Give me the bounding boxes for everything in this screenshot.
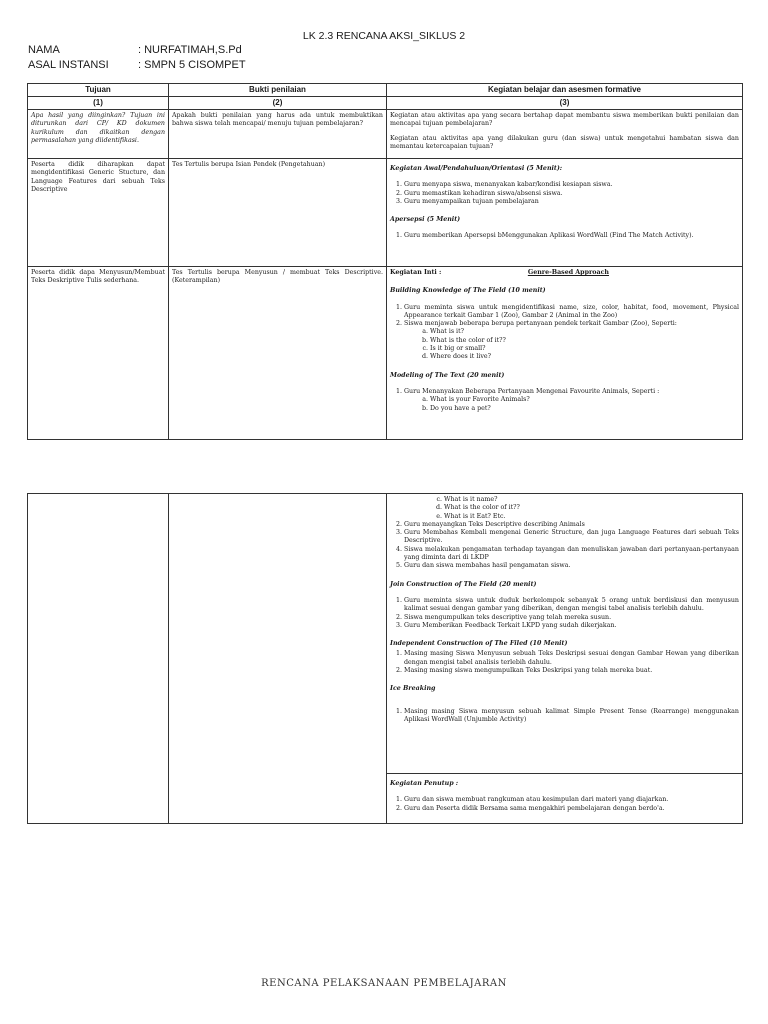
list-item: 1. Masing masing Siswa menyusun sebuah kalimat Simple Present Tense (Rearrange) menggunakan Aplikasi WordWall (Unjumble Activity)	[404, 708, 739, 725]
action-plan-table-continued	[27, 493, 743, 824]
footer-title: RENCANA PELAKSANAAN PEMBELAJARAN	[261, 978, 507, 989]
sub-list	[404, 396, 739, 413]
list-item: 3. Guru Memberikan Feedback Terkait LKPD yang sudah dikerjakan.	[404, 622, 739, 630]
inti-header	[390, 269, 739, 277]
bukti-cell: Tes Tertulis berupa Menyusun / membuat Teks Descriptive. (Keterampilan)	[169, 267, 387, 440]
action-plan-table	[27, 83, 743, 440]
section-title: Modeling of The Text (20 menit)	[390, 371, 505, 379]
document-title: LK 2.3 RENCANA AKSI_SIKLUS 2	[302, 30, 466, 42]
sub-list-item: a. What is it?	[430, 328, 739, 336]
info-row-nama	[28, 44, 242, 56]
list-item: 2. Masing masing siswa mengumpulkan Teks Deskripsi yang telah mereka buat.	[404, 667, 739, 675]
list-item: 3. Guru menyampaikan tujuan pembelajaran	[404, 198, 739, 206]
inti-label: Kegiatan Inti :	[390, 269, 442, 276]
activity-list	[390, 708, 739, 725]
list-item-text: Guru Menanyakan Beberapa Pertanyaan Mengenai Favourite Animals, Seperti :	[404, 387, 660, 395]
bukti-cell-empty	[169, 494, 387, 824]
table-number-row	[28, 97, 743, 110]
section-title: Apersepsi (5 Menit)	[390, 216, 461, 224]
sub-list-item: b. What is the color of it??	[430, 337, 739, 345]
info-row-instansi	[28, 59, 246, 71]
guide-bukti: Apakah bukti penilaian yang harus ada untuk membuktikan bahwa siswa telah mencapai/ menuju tujuan pembelajaran?	[169, 110, 387, 159]
section-title: Kegiatan Awal/Pendahuluan/Orientasi (5 Menit):	[390, 165, 563, 172]
sub-list-item: d. What is the color of it??	[444, 504, 739, 512]
list-item: 1. Masing masing Siswa Menyusun sebuah Teks Deskripsi sesuai dengan Gambar Hewan yang diberikan dengan mengisi tabel analisis terlebih dahulu.	[404, 650, 739, 667]
list-item: 1. Guru memberikan Apersepsi bMenggunakan Aplikasi WordWall (Find The Match Activity).	[404, 232, 739, 240]
list-item	[404, 388, 739, 413]
section-title: Independent Construction of The Filed (10 Menit)	[390, 640, 568, 648]
info-value: : NURFATIMAH,S.Pd	[138, 44, 242, 56]
list-item: 2. Guru memastikan kehadiran siswa/absensi siswa.	[404, 190, 739, 198]
section-title: Kegiatan Penutup :	[390, 780, 459, 787]
list-item: 1. Guru menyapa siswa, menanyakan kabar/kondisi kesiapan siswa.	[404, 181, 739, 189]
list-item: 2. Siswa mengumpulkan teks descriptive yang telah mereka susun.	[404, 614, 739, 622]
col-number: (3)	[387, 97, 743, 110]
list-item: 2. Guru dan Peserta didik Bersama sama mengakhiri pembelajaran dengan berdo'a.	[404, 805, 739, 813]
activity-list	[390, 650, 739, 675]
section-title: Join Construction of The Field (20 menit)	[390, 580, 537, 588]
guide-tujuan: Apa hasil yang diinginkan? Tujuan ini diturunkan dari CP/ KD dokumen kurikulum dan dikaitkan dengan permasalahan yang diidentifikasi.	[28, 110, 169, 159]
info-value: : SMPN 5 CISOMPET	[138, 59, 246, 71]
activity-list	[390, 597, 739, 630]
list-item-text: Siswa menjawab beberapa berupa pertanyaan pendek terkait Gambar (Zoo), Seperti:	[404, 320, 677, 328]
sub-list	[404, 328, 739, 361]
table-row	[28, 159, 743, 267]
activity-list	[390, 388, 739, 413]
table-header-row	[28, 84, 743, 97]
tujuan-cell: Peserta didik dapa Menyusun/Membuat Teks Deskriptive Tulis sederhana.	[28, 267, 169, 440]
sub-list	[390, 496, 739, 521]
sub-list-item: c. What is it name?	[444, 496, 739, 504]
list-item: 5. Guru dan siswa membahas hasil pengamatan siswa.	[404, 562, 739, 570]
guide-row	[28, 110, 743, 159]
kegiatan-cell	[387, 494, 743, 774]
col-number: (2)	[169, 97, 387, 110]
list-item	[404, 320, 739, 361]
activity-list	[390, 304, 739, 362]
table-row	[28, 267, 743, 440]
bukti-cell: Tes Tertulis berupa Isian Pendek (Pengetahuan)	[169, 159, 387, 267]
list-item: 3. Guru Membahas Kembali mengenai Generic Structure, dan juga Language Features dari sebuah Teks Descriptive.	[404, 529, 739, 546]
activity-list	[390, 232, 739, 240]
kegiatan-cell	[387, 267, 743, 440]
list-item: 1. Guru dan siswa membuat rangkuman atau kesimpulan dari materi yang diajarkan.	[404, 796, 739, 804]
list-item: 4. Siswa melakukan pengamatan terhadap tayangan dan menuliskan jawaban dari pertanyaan-pertanyaan yang diminta dari di LKDP	[404, 546, 739, 563]
info-label: ASAL INSTANSI	[28, 59, 109, 71]
guide-kegiatan-b: Kegiatan atau aktivitas apa yang dilakukan guru (dan siswa) untuk mengetahui hambatan siswa dan memantau ketercapaian tujuan?	[390, 134, 739, 150]
sub-list-item: b. Do you have a pet?	[430, 405, 739, 413]
tujuan-cell: Peserta didik diharapkan dapat mengidentifikasi Generic Stucture, dan Language Features dari sebuah Teks Descriptive	[28, 159, 169, 267]
table-row	[28, 494, 743, 774]
guide-kegiatan-a: Kegiatan atau aktivitas apa yang secara bertahap dapat membantu siswa memberikan bukti penilaian dan mencapai tujuan pembelajaran?	[390, 112, 739, 128]
sub-list-item: a. What is your Favorite Animals?	[430, 396, 739, 404]
guide-kegiatan	[387, 110, 743, 159]
approach-label: Genre-Based Approach	[527, 269, 609, 276]
tujuan-cell-empty	[28, 494, 169, 824]
activity-list	[390, 181, 739, 206]
sub-list-item: e. What is it Eat? Etc.	[444, 513, 739, 521]
kegiatan-cell	[387, 159, 743, 267]
sub-list-item: d. Where does it live?	[430, 353, 739, 361]
sub-list-item: c. Is it big or small?	[430, 345, 739, 353]
activity-list	[390, 521, 739, 571]
kegiatan-cell	[387, 774, 743, 824]
col-number: (1)	[28, 97, 169, 110]
header-bukti: Bukti penilaian	[169, 84, 387, 97]
list-item: 1. Guru meminta siswa untuk mengidentifikasi name, size, color, habitat, food, movement, Physical Appearance terkait Gambar 1 (Zoo), Gambar 2 (Animal in the Zoo)	[404, 304, 739, 321]
section-title: Ice Breaking	[390, 685, 436, 693]
list-item: 2. Guru menayangkan Teks Descriptive describing Animals	[404, 521, 739, 529]
header-kegiatan: Kegiatan belajar dan asesmen formative	[387, 84, 743, 97]
activity-list	[390, 796, 739, 813]
info-label: NAMA	[28, 44, 60, 56]
list-item: 1. Guru meminta siswa untuk duduk berkelompok sebanyak 5 orang untuk berdiskusi dan menyusun kalimat sesuai dengan gambar yang diberikan, dengan mengisi tabel analisis terlebih dahulu.	[404, 597, 739, 614]
header-tujuan: Tujuan	[28, 84, 169, 97]
section-title: Building Knowledge of The Field (10 menit)	[390, 287, 546, 295]
